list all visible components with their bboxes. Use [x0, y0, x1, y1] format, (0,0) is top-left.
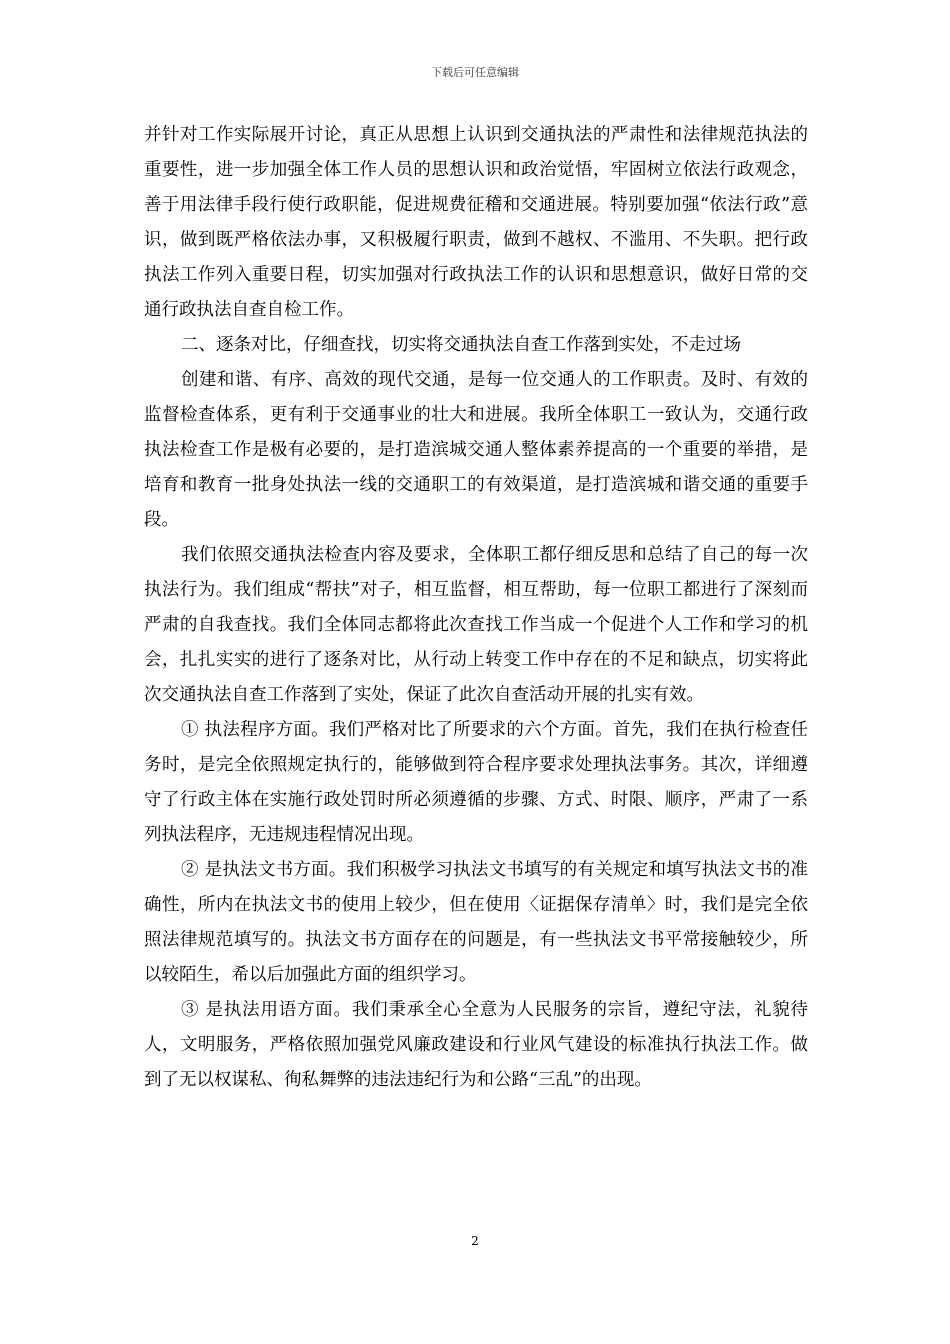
document-body [144, 118, 808, 1098]
paragraph-self-inspection: 我们依照交通执法检查内容及要求，全体职工都仔细反思和总结了自己的每一次执法行为。我们组成“帮扶”对子，相互监督，相互帮助，每一位职工都进行了深刻而严肃的自我查找。我们全体同志都将此次查找工作当成一个促进个人工作和学习的机会，扎扎实实的进行了逐条对比，从行动上转变工作中存在的不足和缺点，切实将此次交通执法自查工作落到了实处，保证了此次自查活动开展的扎实有效。 [144, 545, 808, 705]
paragraph-modern-transport: 创建和谐、有序、高效的现代交通，是每一位交通人的工作职责。及时、有效的监督检查体系，更有利于交通事业的壮大和进展。我所全体职工一致认为，交通行政执法检查工作是极有必要的，是打造滨城交通人整体素养提高的一个重要的举措，是培育和教育一批身处执法一线的交通职工的有效渠道，是打造滨城和谐交通的重要手段。 [144, 370, 808, 530]
paragraph-procedure: ① 执法程序方面。我们严格对比了所要求的六个方面。首先，我们在执行检查任务时，是完全依照规定执行的，能够做到符合程序要求处理执法事务。其次，详细遵守了行政主体在实施行政处罚时所必须遵循的步骤、方式、时限、顺序，严肃了一系列执法程序，无违规违程情况出现。 [144, 720, 808, 845]
page-number: 2 [471, 1234, 479, 1248]
section-heading: 二、逐条对比，仔细查找，切实将交通执法自查工作落到实处，不走过场 [181, 335, 741, 355]
page-header: 下载后可任意编辑 [431, 66, 519, 79]
paragraph-documents: ② 是执法文书方面。我们积极学习执法文书填写的有关规定和填写执法文书的准确性，所内在执法文书的使用上较少，但在使用〈证据保存清单〉时，我们是完全依照法律规范填写的。执法文书方面存在的问题是，有一些执法文书平常接触较少，所以较陌生，希以后加强此方面的组织学习。 [144, 860, 808, 985]
paragraph-language: ③ 是执法用语方面。我们秉承全心全意为人民服务的宗旨，遵纪守法，礼貌待人，文明服务，严格依照加强党风廉政建设和行业风气建设的标准执行执法工作。做到了无以权谋私、徇私舞弊的违法违纪行为和公路“三乱”的出现。 [144, 1000, 808, 1090]
paragraph-continuation: 并针对工作实际展开讨论，真正从思想上认识到交通执法的严肃性和法律规范执法的重要性，进一步加强全体工作人员的思想认识和政治觉悟，牢固树立依法行政观念，善于用法律手段行使行政职能，促进规费征稽和交通进展。特别要加强“依法行政”意识，做到既严格依法办事，又积极履行职责，做到不越权、不滥用、不失职。把行政执法工作列入重要日程，切实加强对行政执法工作的认识和思想意识，做好日常的交通行政执法自查自检工作。 [144, 125, 808, 320]
